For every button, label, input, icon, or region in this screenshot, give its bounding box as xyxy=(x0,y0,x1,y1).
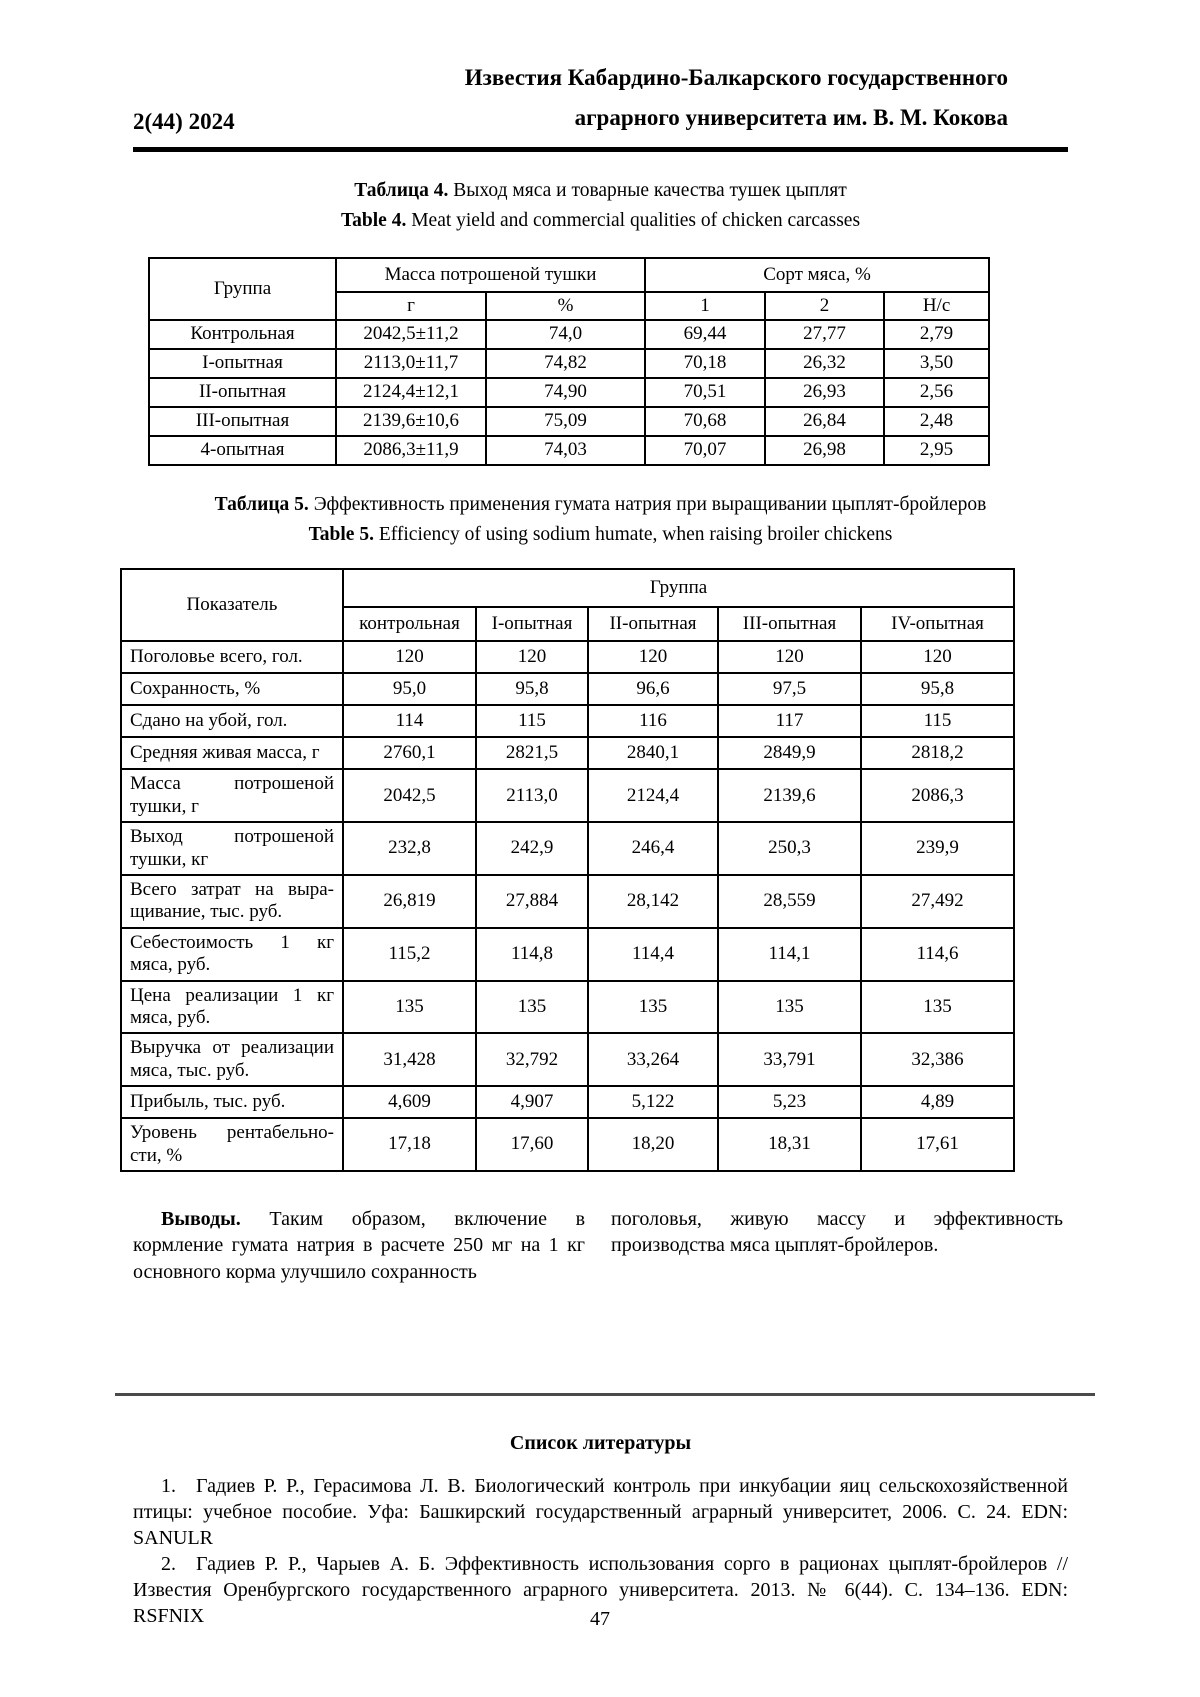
cell-value: 17,61 xyxy=(861,1118,1014,1171)
cell-value: 2113,0 xyxy=(476,769,588,822)
conclusion-left-text: Таким образом, включение в кормление гумата натрия в расчете 250 мг на 1 кг основного корма улучшило сохранность xyxy=(133,1208,586,1283)
cell-value: 242,9 xyxy=(476,822,588,875)
cell-value: 2,48 xyxy=(884,407,989,436)
table5-header-row1 xyxy=(121,569,1014,607)
cell-value: 33,264 xyxy=(588,1033,718,1086)
cell-value: 2113,0±11,7 xyxy=(336,349,486,378)
table-row xyxy=(121,673,1014,705)
cell-value: 115 xyxy=(861,705,1014,737)
reference-item: 2. Гадиев Р. Р., Чарыев А. Б. Эффективность использования сорго в рационах цыплят-бройлеров // Известия Оренбургского государственного аграрного университета. 2013. № 6(44). С. 134–136. EDN: RSFNIX xyxy=(133,1553,1068,1628)
table4-caption-en-text: Meat yield and commercial qualities of chicken carcasses xyxy=(411,210,861,232)
cell-value: 2,95 xyxy=(884,436,989,465)
cell-value: 2139,6±10,6 xyxy=(336,407,486,436)
cell-value: 5,122 xyxy=(588,1086,718,1118)
table4-header xyxy=(149,258,989,320)
table5-caption-ru-text: Эффективность применения гумата натрия при выращивании цыплят-бройлеров xyxy=(313,493,987,515)
table-row xyxy=(121,822,1014,875)
cell-value: 95,8 xyxy=(861,673,1014,705)
table4-caption-ru-label: Таблица 4. xyxy=(354,180,449,202)
row-label: Всего затрат на выращивание, тыс. руб. xyxy=(121,875,343,928)
cell-value: 27,884 xyxy=(476,875,588,928)
cell-value: 114,6 xyxy=(861,928,1014,981)
cell-value: 27,77 xyxy=(765,320,884,349)
table4-header-row1 xyxy=(149,258,989,292)
row-label: Сохранность, % xyxy=(121,673,343,705)
conclusion-left-column xyxy=(133,1206,585,1285)
journal-title xyxy=(465,58,1068,137)
cell-value: 32,386 xyxy=(861,1033,1014,1086)
table5-caption-ru xyxy=(133,492,1068,518)
table4-caption-en xyxy=(133,208,1068,234)
cell-value: 114,4 xyxy=(588,928,718,981)
cell-value: 2821,5 xyxy=(476,737,588,769)
conclusion-section xyxy=(133,1206,1068,1285)
table-row xyxy=(121,875,1014,928)
reference-list xyxy=(133,1473,1068,1629)
table4-group-col-header: Группа xyxy=(149,258,336,320)
row-label: Сдано на убой, гол. xyxy=(121,705,343,737)
cell-value: 232,8 xyxy=(343,822,476,875)
reference-number: 1. xyxy=(161,1475,176,1498)
table4-caption-ru xyxy=(133,178,1068,204)
cell-value: 239,9 xyxy=(861,822,1014,875)
table5-subheader-exp1: I-опытная xyxy=(476,607,588,641)
table5-subheader-control: контрольная xyxy=(343,607,476,641)
cell-value: 135 xyxy=(343,981,476,1034)
table4-subheader-grade1: 1 xyxy=(645,292,765,320)
cell-value: 120 xyxy=(476,641,588,673)
row-label: Цена реализации 1 кг мяса, руб. xyxy=(121,981,343,1034)
cell-value: 2124,4 xyxy=(588,769,718,822)
cell-value: 2086,3±11,9 xyxy=(336,436,486,465)
table-row xyxy=(149,320,989,349)
cell-value: 17,18 xyxy=(343,1118,476,1171)
references-heading: Список литературы xyxy=(509,1432,692,1455)
cell-value: 114,1 xyxy=(718,928,861,981)
row-label: I-опытная xyxy=(149,349,336,378)
cell-value: 26,32 xyxy=(765,349,884,378)
cell-value: 18,20 xyxy=(588,1118,718,1171)
row-label: Масса потрошеной тушки, г xyxy=(121,769,343,822)
cell-value: 74,82 xyxy=(486,349,645,378)
page-number: 47 xyxy=(590,1608,610,1630)
row-label: 4-опытная xyxy=(149,436,336,465)
row-label: Поголовье всего, гол. xyxy=(121,641,343,673)
cell-value: 28,559 xyxy=(718,875,861,928)
cell-value: 115 xyxy=(476,705,588,737)
conclusion-right-column xyxy=(611,1206,1063,1285)
cell-value: 74,0 xyxy=(486,320,645,349)
table4-subheader-grade2: 2 xyxy=(765,292,884,320)
reference-number: 2. xyxy=(161,1553,176,1576)
cell-value: 69,44 xyxy=(645,320,765,349)
cell-value: 95,0 xyxy=(343,673,476,705)
table-row xyxy=(121,769,1014,822)
cell-value: 3,50 xyxy=(884,349,989,378)
table4-subheader-g: г xyxy=(336,292,486,320)
cell-value: 74,03 xyxy=(486,436,645,465)
row-label: II-опытная xyxy=(149,378,336,407)
cell-value: 135 xyxy=(476,981,588,1034)
cell-value: 120 xyxy=(588,641,718,673)
cell-value: 114 xyxy=(343,705,476,737)
table5-subheader-exp2: II-опытная xyxy=(588,607,718,641)
cell-value: 31,428 xyxy=(343,1033,476,1086)
table-row xyxy=(149,407,989,436)
cell-value: 4,89 xyxy=(861,1086,1014,1118)
cell-value: 70,51 xyxy=(645,378,765,407)
table-row xyxy=(149,349,989,378)
conclusion-lead: Выводы. xyxy=(161,1208,241,1231)
table5-caption-en-label: Table 5. xyxy=(308,524,374,546)
cell-value: 96,6 xyxy=(588,673,718,705)
conclusion-right-text: поголовья, живую массу и эффективность производства мяса цыплят-бройлеров. xyxy=(611,1208,1063,1257)
cell-value: 2849,9 xyxy=(718,737,861,769)
row-label: Уровень рентабельности, % xyxy=(121,1118,343,1171)
cell-value: 18,31 xyxy=(718,1118,861,1171)
table4-subheader-pct: % xyxy=(486,292,645,320)
table5 xyxy=(120,568,1015,1172)
table-row xyxy=(149,378,989,407)
conclusion-paragraph xyxy=(133,1206,585,1285)
page-header xyxy=(133,58,1068,137)
table-row xyxy=(121,737,1014,769)
section-rule xyxy=(115,1393,1095,1396)
table4-caption-ru-text: Выход мяса и товарные качества тушек цыплят xyxy=(453,180,847,202)
cell-value: 2042,5 xyxy=(343,769,476,822)
cell-value: 95,8 xyxy=(476,673,588,705)
cell-value: 75,09 xyxy=(486,407,645,436)
table-row xyxy=(121,1033,1014,1086)
cell-value: 120 xyxy=(718,641,861,673)
table5-subheader-exp3: III-опытная xyxy=(718,607,861,641)
cell-value: 70,18 xyxy=(645,349,765,378)
cell-value: 120 xyxy=(343,641,476,673)
row-label: Себестоимость 1 кг мяса, руб. xyxy=(121,928,343,981)
row-label: Средняя живая масса, г xyxy=(121,737,343,769)
cell-value: 2042,5±11,2 xyxy=(336,320,486,349)
table4-caption-en-label: Table 4. xyxy=(340,210,407,232)
cell-value: 115,2 xyxy=(343,928,476,981)
cell-value: 27,492 xyxy=(861,875,1014,928)
table-row xyxy=(121,981,1014,1034)
cell-value: 5,23 xyxy=(718,1086,861,1118)
table-row xyxy=(121,705,1014,737)
header-rule xyxy=(133,147,1068,152)
table4 xyxy=(148,257,990,466)
cell-value: 2,56 xyxy=(884,378,989,407)
cell-value: 97,5 xyxy=(718,673,861,705)
table5-header xyxy=(121,569,1014,641)
row-label: Выход потрошеной тушки, кг xyxy=(121,822,343,875)
table5-body xyxy=(121,641,1014,1171)
table4-mass-group-header: Масса потрошеной тушки xyxy=(336,258,645,292)
table5-caption-en-text: Efficiency of using sodium humate, when raising broiler chickens xyxy=(378,524,893,546)
cell-value: 2086,3 xyxy=(861,769,1014,822)
cell-value: 4,907 xyxy=(476,1086,588,1118)
cell-value: 2760,1 xyxy=(343,737,476,769)
cell-value: 4,609 xyxy=(343,1086,476,1118)
row-label: Прибыль, тыс. руб. xyxy=(121,1086,343,1118)
table5-caption-en xyxy=(133,522,1068,548)
cell-value: 26,819 xyxy=(343,875,476,928)
reference-item: 1. Гадиев Р. Р., Герасимова Л. В. Биологический контроль при инкубации яиц сельскохозяйственной птицы: учебное пособие. Уфа: Башкирский государственный аграрный университет, 2006. С. 24. EDN: SANULR xyxy=(133,1475,1068,1550)
table4-body xyxy=(149,320,989,465)
cell-value: 26,84 xyxy=(765,407,884,436)
cell-value: 117 xyxy=(718,705,861,737)
cell-value: 26,93 xyxy=(765,378,884,407)
cell-value: 32,792 xyxy=(476,1033,588,1086)
issue-number: 2(44) 2024 xyxy=(133,109,235,135)
table-row xyxy=(121,928,1014,981)
table5-indicator-col-header: Показатель xyxy=(121,569,343,641)
cell-value: 114,8 xyxy=(476,928,588,981)
row-label: Контрольная xyxy=(149,320,336,349)
table5-caption-ru-label: Таблица 5. xyxy=(214,493,309,515)
table4-grade-group-header: Сорт мяса, % xyxy=(645,258,989,292)
cell-value: 2139,6 xyxy=(718,769,861,822)
table5-group-header: Группа xyxy=(343,569,1014,607)
cell-value: 33,791 xyxy=(718,1033,861,1086)
table-row xyxy=(121,1118,1014,1171)
cell-value: 2124,4±12,1 xyxy=(336,378,486,407)
cell-value: 116 xyxy=(588,705,718,737)
table5-subheader-exp4: IV-опытная xyxy=(861,607,1014,641)
cell-value: 120 xyxy=(861,641,1014,673)
cell-value: 70,07 xyxy=(645,436,765,465)
cell-value: 70,68 xyxy=(645,407,765,436)
cell-value: 250,3 xyxy=(718,822,861,875)
cell-value: 246,4 xyxy=(588,822,718,875)
cell-value: 28,142 xyxy=(588,875,718,928)
cell-value: 26,98 xyxy=(765,436,884,465)
journal-title-line1: Известия Кабардино-Балкарского государственного xyxy=(464,65,1008,90)
cell-value: 2840,1 xyxy=(588,737,718,769)
cell-value: 17,60 xyxy=(476,1118,588,1171)
table-row xyxy=(121,641,1014,673)
cell-value: 2,79 xyxy=(884,320,989,349)
cell-value: 74,90 xyxy=(486,378,645,407)
table-row xyxy=(121,1086,1014,1118)
cell-value: 2818,2 xyxy=(861,737,1014,769)
row-label: Выручка от реализации мяса, тыс. руб. xyxy=(121,1033,343,1086)
cell-value: 135 xyxy=(718,981,861,1034)
table4-subheader-ns: Н/с xyxy=(884,292,989,320)
row-label: III-опытная xyxy=(149,407,336,436)
cell-value: 135 xyxy=(588,981,718,1034)
table-row xyxy=(149,436,989,465)
cell-value: 135 xyxy=(861,981,1014,1034)
journal-title-line2: аграрного университета им. В. М. Кокова xyxy=(574,104,1008,130)
